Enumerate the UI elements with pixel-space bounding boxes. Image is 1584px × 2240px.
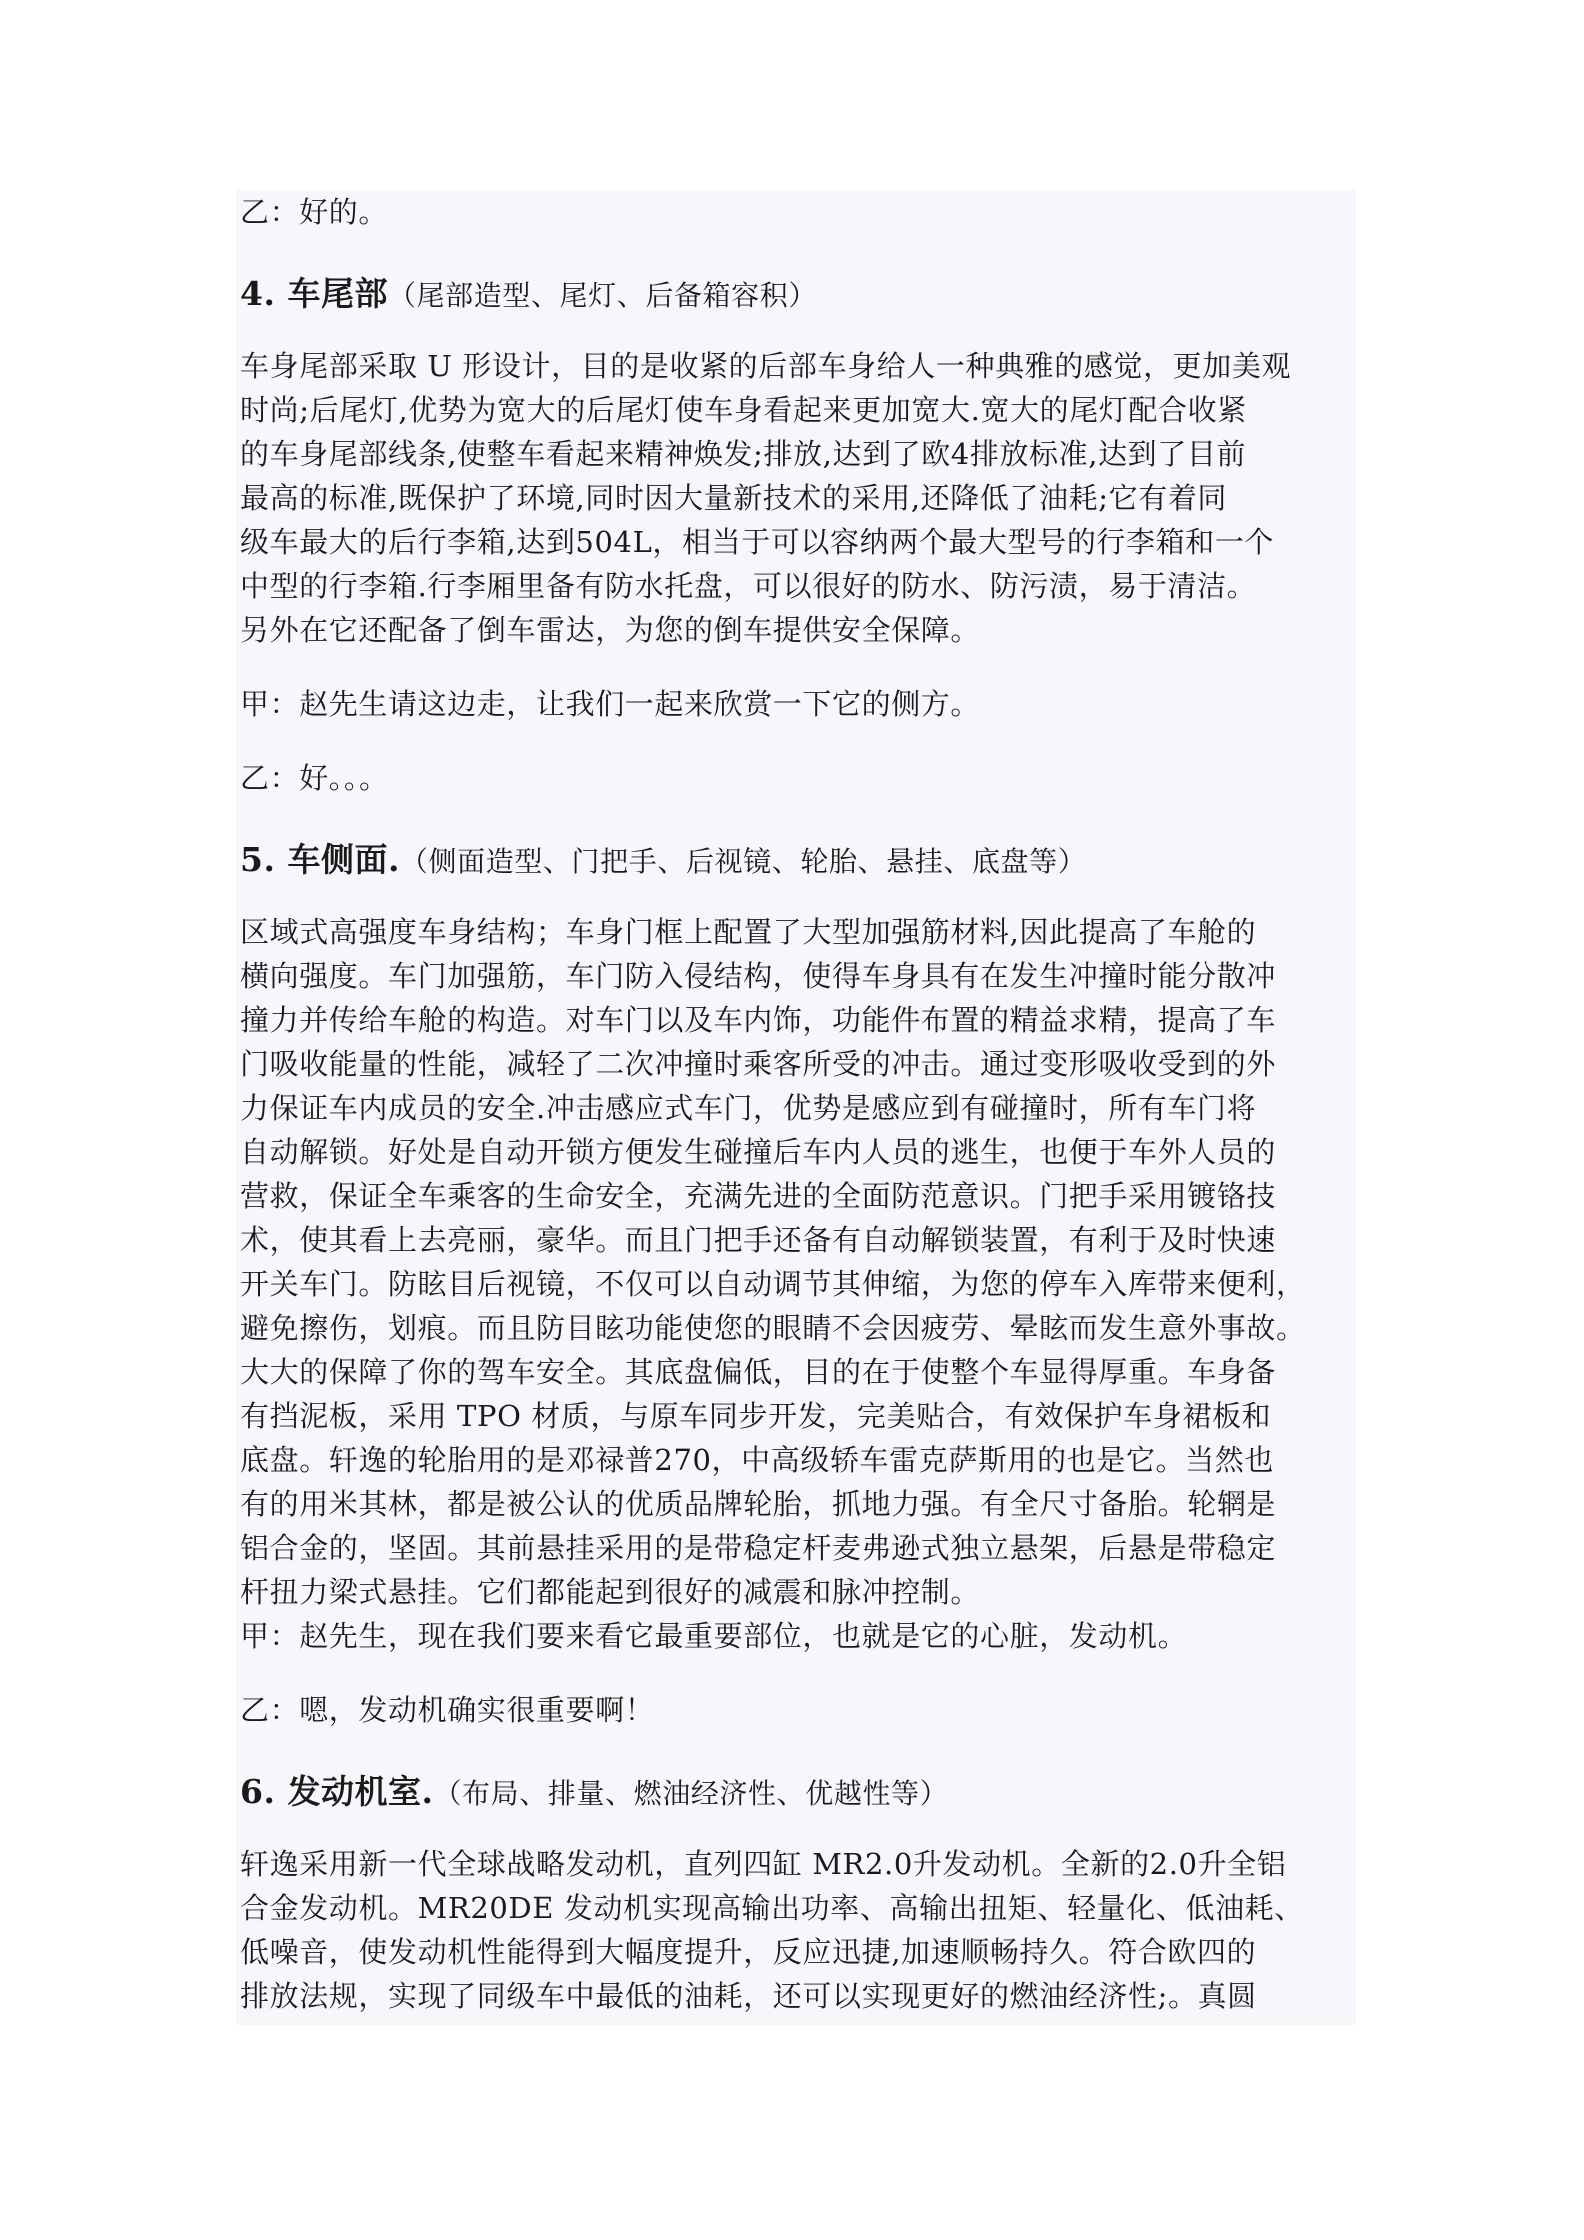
paragraph-line: 区域式高强度车身结构；车身门框上配置了大型加强筋材料,因此提高了车舱的 (240, 915, 1257, 949)
paragraph-line: 中型的行李箱.行李厢里备有防水托盘，可以很好的防水、防污渍，易于清洁。 (240, 569, 1257, 603)
section-title: 5. 车侧面. (240, 840, 400, 879)
paragraph-line: 排放法规，实现了同级车中最低的油耗，还可以实现更好的燃油经济性;。真圆 (240, 1979, 1257, 2013)
paragraph-line: 底盘。轩逸的轮胎用的是邓禄普270，中高级轿车雷克萨斯用的也是它。当然也 (240, 1443, 1274, 1477)
section-title: 6. 发动机室. (240, 1772, 434, 1811)
dialogue-line: 乙：嗯，发动机确实很重要啊！ (240, 1693, 655, 1727)
paragraph-line: 大大的保障了你的驾车安全。其底盘偏低，目的在于使整个车显得厚重。车身备 (240, 1355, 1277, 1389)
paragraph-line: 低噪音，使发动机性能得到大幅度提升，反应迅捷,加速顺畅持久。符合欧四的 (240, 1935, 1257, 1969)
section-title: 4. 车尾部 (240, 274, 388, 313)
paragraph-line: 横向强度。车门加强筋，车门防入侵结构，使得车身具有在发生冲撞时能分散冲 (240, 959, 1277, 993)
dialogue-line: 甲：赵先生请这边走，让我们一起来欣赏一下它的侧方。 (240, 687, 981, 721)
section-heading-5 (240, 830, 1355, 890)
dialogue-line: 乙：好的。 (240, 195, 389, 229)
paragraph-line: 时尚;后尾灯,优势为宽大的后尾灯使车身看起来更加宽大.宽大的尾灯配合收紧 (240, 393, 1247, 427)
paragraph-line: 开关车门。防眩目后视镜，不仅可以自动调节其伸缩，为您的停车入库带来便利， (240, 1267, 1306, 1301)
paragraph-line: 车身尾部采取 U 形设计，目的是收紧的后部车身给人一种典雅的感觉，更加美观 (240, 349, 1292, 383)
section-heading-6 (240, 1762, 1355, 1822)
paragraph-line: 级车最大的后行李箱,达到504L，相当于可以容纳两个最大型号的行李箱和一个 (240, 525, 1275, 559)
paragraph-line: 门吸收能量的性能，减轻了二次冲撞时乘客所受的冲击。通过变形吸收受到的外 (240, 1047, 1277, 1081)
paragraph-line: 避免擦伤，划痕。而且防目眩功能使您的眼睛不会因疲劳、晕眩而发生意外事故。 (240, 1311, 1306, 1345)
paragraph-line: 铝合金的，坚固。其前悬挂采用的是带稳定杆麦弗逊式独立悬架，后悬是带稳定 (240, 1531, 1277, 1565)
section-subtitle: （尾部造型、尾灯、后备箱容积） (387, 279, 817, 312)
paragraph-line: 杆扭力梁式悬挂。它们都能起到很好的减震和脉冲控制。 (240, 1575, 981, 1609)
section-subtitle: （布局、排量、燃油经济性、优越性等） (433, 1777, 949, 1810)
document-body (240, 190, 1355, 2018)
paragraph-line: 最高的标准,既保护了环境,同时因大量新技术的采用,还降低了油耗;它有着同 (240, 481, 1228, 515)
dialogue-line: 甲：赵先生，现在我们要来看它最重要部位，也就是它的心脏，发动机。 (240, 1619, 1188, 1653)
paragraph-line: 撞力并传给车舱的构造。对车门以及车内饰，功能件布置的精益求精，提高了车 (240, 1003, 1277, 1037)
paragraph-line: 合金发动机。MR20DE 发动机实现高输出功率、高输出扭矩、轻量化、低油耗、 (240, 1891, 1304, 1925)
section-heading-4 (240, 264, 1355, 324)
paragraph-line: 营救，保证全车乘客的生命安全，充满先进的全面防范意识。门把手采用镀铬技 (240, 1179, 1277, 1213)
paragraph-line: 力保证车内成员的安全.冲击感应式车门，优势是感应到有碰撞时，所有车门将 (240, 1091, 1257, 1125)
section-subtitle: （侧面造型、门把手、后视镜、轮胎、悬挂、底盘等） (399, 845, 1087, 878)
paragraph-line: 术，使其看上去亮丽，豪华。而且门把手还备有自动解锁装置，有利于及时快速 (240, 1223, 1277, 1257)
paragraph-line: 有的用米其林，都是被公认的优质品牌轮胎，抓地力强。有全尺寸备胎。轮辋是 (240, 1487, 1277, 1521)
section-5-paragraph (240, 910, 1355, 1614)
paragraph-line: 轩逸采用新一代全球战略发动机，直列四缸 MR2.0升发动机。全新的2.0升全铝 (240, 1847, 1287, 1881)
dialogue-line: 乙：好。。。 (240, 761, 389, 795)
paragraph-line: 有挡泥板，采用 TPO 材质，与原车同步开发，完美贴合，有效保护车身裙板和 (240, 1399, 1272, 1433)
section-6-paragraph (240, 1842, 1355, 2018)
section-4-paragraph (240, 344, 1355, 652)
paragraph-line: 自动解锁。好处是自动开锁方便发生碰撞后车内人员的逃生，也便于车外人员的 (240, 1135, 1277, 1169)
paragraph-line: 的车身尾部线条,使整车看起来精神焕发;排放,达到了欧4排放标准,达到了目前 (240, 437, 1247, 471)
paragraph-line: 另外在它还配备了倒车雷达，为您的倒车提供安全保障。 (240, 613, 981, 647)
